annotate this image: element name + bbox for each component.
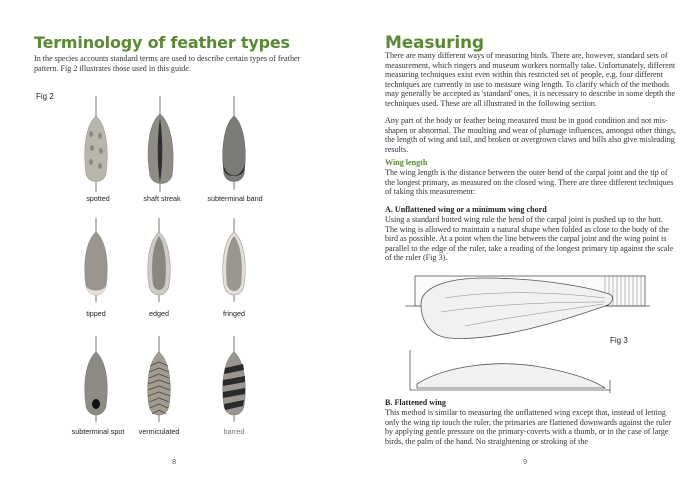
subterminal-band-feather-icon (218, 96, 250, 192)
wing-ruler-diagram (405, 268, 655, 398)
page-number: 8 (172, 457, 177, 466)
shaft-streak-feather-icon (142, 96, 178, 192)
method-a-paragraph: Using a standard butted wing rule the bend of the carpal joint is pushed up to the butt. The wing is allowed to maintain a natural shape when folded as close to the body of the bird as possible. At a point when the line between the carpal joint and the wing point is parallel to the edge of the ruler, take a reading of the longest primary tip against the scale of the ruler (Fig 3). (385, 215, 674, 263)
intro-paragraph: In the species accounts standard terms are used to describe certain types of feather pattern. Fig 2 illustrates those used in this guide. (34, 54, 301, 73)
feather-label: subterminal spot (71, 427, 125, 436)
feather-label: subterminal band (207, 194, 263, 203)
spotted-feather-icon (80, 96, 112, 192)
fig2-label: Fig 2 (36, 92, 54, 101)
wing-length-paragraph: The wing length is the distance between the outer bend of the carpal joint and the tip of the longest primary, as measured on the closed wing. There are three different techniques of taking this measurement: (385, 168, 674, 197)
tipped-feather-icon (80, 218, 112, 302)
page-title: Measuring (385, 33, 484, 53)
page-number: 9 (523, 457, 528, 466)
measuring-intro-paragraph: There are many different ways of measuring birds. There are, however, standard sets of measurement, which ringers and museum workers normally take. Unfortunately, different measuring techniques exist even within this restricted set of people, e.g. four different techniques are currently in use to measure wing length. To clarify which of the methods may generally be accepted as 'standard' ones, it is necessary to describe in some depth the techniques used. These are all illustrated in the following section. (385, 51, 676, 108)
subterminal-spot-feather-icon (80, 336, 112, 422)
edged-feather-icon (143, 218, 175, 302)
barred-feather-icon (218, 336, 250, 422)
condition-paragraph: Any part of the body or feather being measured must be in good condition and not mis-shapen or abnormal. The moulting and wear of plumage influences, amongst other things, the length of wing and tail, and broken or overgrown claws and bills also give misleading results. (385, 116, 676, 154)
feather-label: barred (223, 427, 245, 436)
feather-label: shaft streak (143, 194, 181, 203)
feather-label: tipped (86, 309, 106, 318)
method-b-heading: B. Flattened wing (385, 398, 446, 407)
wing-length-heading: Wing length (385, 158, 428, 167)
fig3-label: Fig 3 (610, 336, 628, 345)
feather-label: spotted (86, 194, 110, 203)
fringed-feather-icon (218, 218, 250, 302)
method-a-heading: A. Unflattened wing or a minimum wing chord (385, 205, 547, 214)
feather-label: fringed (223, 309, 245, 318)
page-title: Terminology of feather types (34, 33, 290, 52)
feather-label: edged (149, 309, 169, 318)
feather-label: vermiculated (138, 427, 180, 436)
vermiculated-feather-icon (143, 336, 175, 422)
method-b-paragraph: This method is similar to measuring the unflattened wing except that, instead of letting only the wing tip touch the ruler, the primaries are flattened downwards against the ruler by applying gentle pressure on the primary-coverts with a thumb, or in the case of large birds, the palm of the hand. No straightening or stroking of the (385, 408, 672, 446)
